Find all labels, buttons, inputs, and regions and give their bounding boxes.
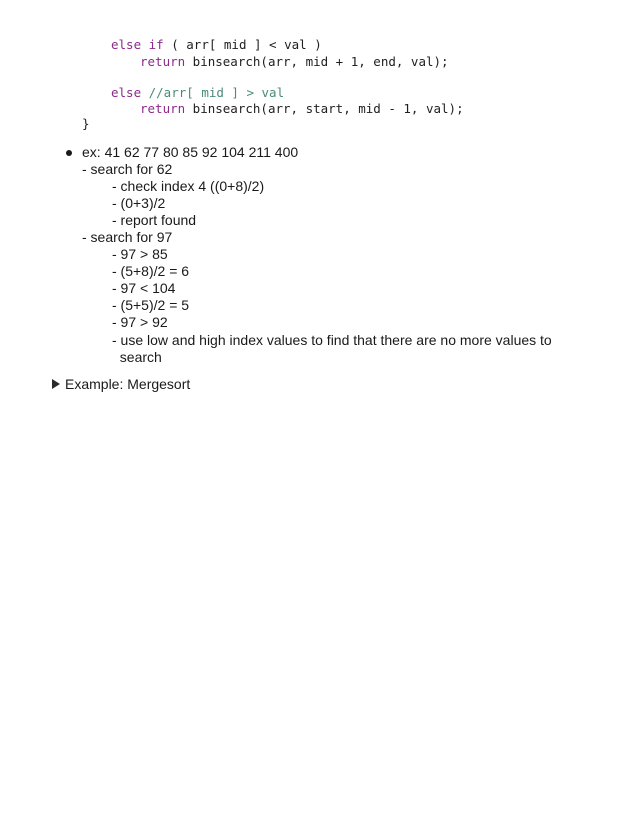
code-keyword: if [148, 37, 164, 52]
code-keyword: return [140, 101, 186, 116]
search-97-step: - (5+8)/2 = 6 [112, 263, 190, 279]
code-line-return-upper [140, 54, 449, 70]
search-62-step: - (0+3)/2 [112, 195, 166, 211]
search-97-title: - search for 97 [82, 229, 173, 245]
search-97-step-continuation: search [112, 349, 162, 365]
code-closing-brace [82, 116, 90, 132]
code-comment: //arr[ mid ] > val [141, 85, 285, 100]
search-97-step: - 97 > 92 [112, 314, 168, 330]
collapsed-section-label: Example: Mergesort [65, 376, 191, 392]
code-keyword: return [140, 54, 186, 69]
code-text: binsearch(arr, mid + 1, end, val); [185, 54, 449, 69]
code-text: binsearch(arr, start, mid - 1, val); [185, 101, 464, 116]
search-97-step: - 97 < 104 [112, 280, 176, 296]
collapsed-section-mergesort[interactable] [50, 375, 250, 395]
search-97-step: - 97 > 85 [112, 246, 168, 262]
code-line-else-comment [111, 85, 284, 101]
code-line-else-if [111, 37, 322, 53]
bullet-dot [66, 150, 72, 156]
search-62-title: - search for 62 [82, 161, 173, 177]
example-line: ex: 41 62 77 80 85 92 104 211 400 [82, 144, 299, 160]
code-keyword: else [111, 85, 142, 100]
code-keyword: else [111, 37, 142, 52]
code-text: } [82, 116, 90, 131]
search-62-step: - check index 4 ((0+8)/2) [112, 178, 265, 194]
search-62-step: - report found [112, 212, 197, 228]
code-text: ( arr[ mid ] < val ) [163, 37, 322, 52]
code-line-return-lower [140, 101, 464, 117]
search-97-step: - use low and high index values to find that there are no more values to [112, 332, 552, 348]
disclosure-triangle-icon[interactable] [52, 379, 60, 389]
search-97-step: - (5+5)/2 = 5 [112, 297, 190, 313]
